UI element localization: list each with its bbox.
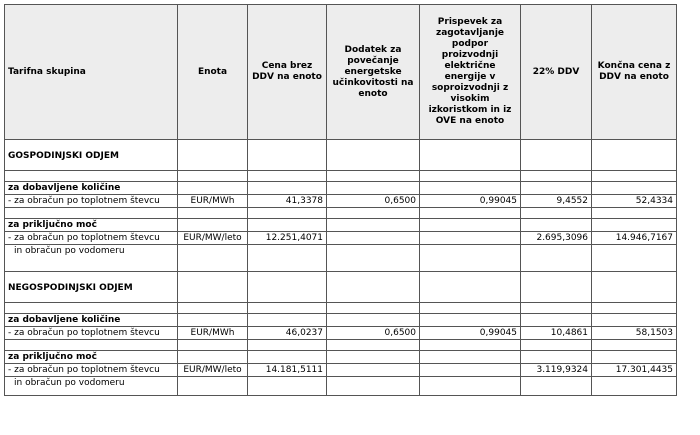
koncna-cell: 58,1503	[592, 327, 677, 340]
header-dodatek: Dodatek za povečanje energetske učinkovitosti na enoto	[327, 5, 420, 140]
koncna-cell: 52,4334	[592, 195, 677, 208]
header-tarifna-skupina: Tarifna skupina	[5, 5, 178, 140]
prispevek-cell	[420, 232, 521, 245]
unit-cell: EUR/MW/leto	[178, 364, 248, 377]
ddv-cell: 3.119,9324	[521, 364, 592, 377]
group-title: za priključno moč	[5, 219, 178, 232]
cena-brez-cell: 12.251,4071	[248, 232, 327, 245]
row-description: - za obračun po toplotnem števcu	[5, 327, 178, 340]
group-title: za dobavljene količine	[5, 182, 178, 195]
cena-brez-cell: 46,0237	[248, 327, 327, 340]
header-ddv: 22% DDV	[521, 5, 592, 140]
header-prispevek: Prispevek za zagotavljanje podpor proizvodnji električne energije v soproizvodnji z visokim izkoristkom in iz OVE na enoto	[420, 5, 521, 140]
section-title-row	[5, 140, 677, 171]
table-row	[5, 364, 677, 377]
unit-cell: EUR/MW/leto	[178, 232, 248, 245]
dodatek-cell	[327, 364, 420, 377]
section-title-row	[5, 272, 677, 303]
group-title: za priključno moč	[5, 351, 178, 364]
table-row	[5, 232, 677, 245]
section-title: GOSPODINJSKI ODJEM	[5, 140, 178, 171]
tariff-table	[4, 4, 677, 396]
header-row	[5, 5, 677, 140]
dodatek-cell	[327, 232, 420, 245]
table-row-continued	[5, 245, 677, 272]
header-enota: Enota	[178, 5, 248, 140]
row-description-line2: in obračun po vodomeru	[5, 377, 178, 396]
koncna-cell: 17.301,4435	[592, 364, 677, 377]
dodatek-cell: 0,6500	[327, 327, 420, 340]
group-title-row	[5, 182, 677, 195]
table-row	[5, 195, 677, 208]
cena-brez-cell: 14.181,5111	[248, 364, 327, 377]
ddv-cell: 9,4552	[521, 195, 592, 208]
header-cena-brez-ddv: Cena brez DDV na enoto	[248, 5, 327, 140]
cena-brez-cell: 41,3378	[248, 195, 327, 208]
table-row	[5, 327, 677, 340]
ddv-cell: 10,4861	[521, 327, 592, 340]
row-description-line2: in obračun po vodomeru	[5, 245, 178, 272]
row-description: - za obračun po toplotnem števcu	[5, 232, 178, 245]
section-title: NEGOSPODINJSKI ODJEM	[5, 272, 178, 303]
prispevek-cell: 0,99045	[420, 327, 521, 340]
group-title-row	[5, 351, 677, 364]
header-koncna-cena: Končna cena z DDV na enoto	[592, 5, 677, 140]
unit-cell: EUR/MWh	[178, 195, 248, 208]
section-gospodinjski	[5, 140, 677, 272]
group-title-row	[5, 219, 677, 232]
dodatek-cell: 0,6500	[327, 195, 420, 208]
prispevek-cell	[420, 364, 521, 377]
ddv-cell: 2.695,3096	[521, 232, 592, 245]
prispevek-cell: 0,99045	[420, 195, 521, 208]
row-description: - za obračun po toplotnem števcu	[5, 364, 178, 377]
section-negospodinjski	[5, 272, 677, 396]
table-row-continued	[5, 377, 677, 396]
koncna-cell: 14.946,7167	[592, 232, 677, 245]
row-description: - za obračun po toplotnem števcu	[5, 195, 178, 208]
group-title: za dobavljene količine	[5, 314, 178, 327]
group-title-row	[5, 314, 677, 327]
unit-cell: EUR/MWh	[178, 327, 248, 340]
